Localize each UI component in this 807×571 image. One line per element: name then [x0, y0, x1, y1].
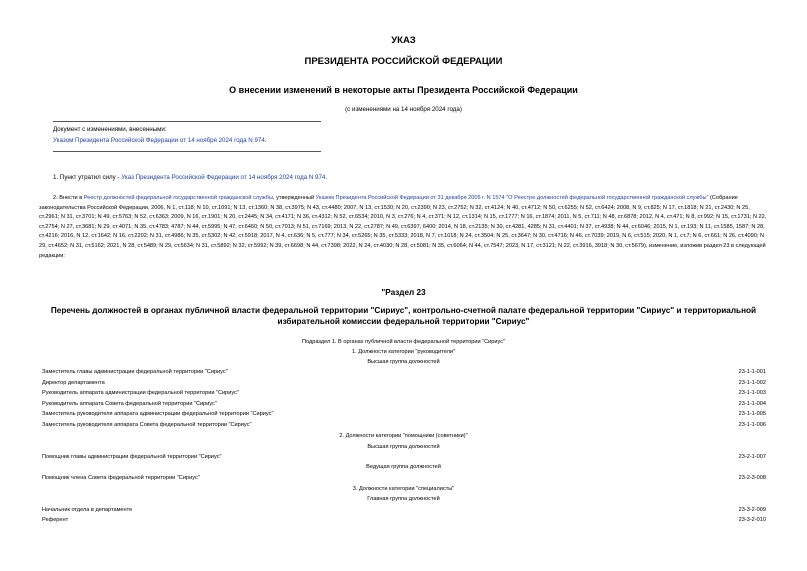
section-heading: "Раздел 23 [381, 288, 426, 297]
box-bottom-rule [53, 151, 321, 152]
position-name: Начальник отдела в департаменте [42, 507, 133, 513]
position-code: 23-1-1-005 [738, 411, 766, 417]
category-2-group-2: Ведущая группа должностей [366, 464, 441, 470]
president-label: ПРЕЗИДЕНТА РОССИЙСКОЙ ФЕДЕРАЦИИ [304, 56, 503, 67]
para1-prefix: 1. Пункт утратил силу - [53, 174, 122, 181]
decree-1574-link[interactable]: Указом Президента Российской Федерации от 31 декабря 2005 г. N 1574 "О Реестре должностей федеральной государственной гражданской службы" [315, 195, 709, 201]
para2-rest: (Собрание законодательства Российской Федерации, 2006, N 1, ст.118; N 10, ст.1091; N 13, ст.1360; N 38, ст.3975; N 43, ст.4480; 2007, N 13, ст.1530; N 20, ст.2390; N 23, ст.2752; N 32, ст.4124; N 40, ст.4712; N 50, ст.6255; N 52, ст.6424; 2008, N 9, ст.825; N 17, ст.1818; N 21, ст.2430; N 25, ст.2961; N 31, ст.3701; N 49, ст.5763; N 52, ст.6363; 2009, N 16, ст.1901; N 20, ст.2445; N 34, ст.4171; N 36, ст.4312; N 52, ст.6534; 2010, N 3, ст.276; N 4, ст.371; N 12, ст.1314; N 15, ст.1777; N 16, ст.1874; 2011, N 5, ст.711; N 48, ст.6878; 2012, N 4, ст.471; N 8, ст.992; N 15, ст.1731; N 22, ст.2754; N 27, ст.3681; N 29, ст.4071; N 35, ст.4783; 4787; N 44, ст.5995; N 47, ст.6460; N 50, ст.7013; N 51, ст.7169; 2013, N 22, ст.2787; N 49, ст.6397, 6400; 2014, N 18, ст.2135; N 30, ст.4281, 4285; N 31, ст.4401; N 37, ст.4938; N 44, ст.6046; 2015, N 1, ст.193; N 11, ст.1585, 1587; N 28, ст.4216; 2016, N 12, ст.1642; N 16, ст.2202; N 31, ст.4986; N 35, ст.5302; N 42, ст.5918; 2017, N 4, ст.636; N 5, ст.777; N 34, ст.5265; N 35, ст.5333; 2018, N 7, ст.1018; N 24, ст.3504; N 25, ст.3647; N 30, ст.4716; N 46, ст.7039; 2019, N 6, ст.515; 2020, N 1, ст.7; N 6, ст.661; N 26, ст.4090; N 29, ст.4652; N 31, ст.5162; 2021, N 28, ст.5489; N 29, ст.5634; N 31, ст.5892; N 32, ст.5992; N 39, ст.6698; N 44, ст.7398; 2022, N 24, ст.4030; N 28, ст.5081; N 35, ст.6064; N 44, ст.7547; 2023, N 17, ст.3121; N 22, ст.3916, 3918; N 30, ст.5679), изменение, изложив раздел 23 в следующей редакции: [39, 195, 767, 259]
position-name: Помощник члена Совета федеральной территории "Сириус" [42, 475, 200, 481]
category-2-title: 2. Должности категории "помощники (советники)" [339, 433, 468, 439]
position-code: 23-1-1-006 [738, 422, 766, 428]
position-name: Руководитель аппарата Совета федеральной территории "Сириус" [42, 401, 217, 407]
changes-label: Документ с изменениями, внесенными: [53, 126, 167, 133]
position-code: 23-1-1-002 [738, 380, 766, 386]
table-row [42, 422, 766, 432]
position-code: 23-2-1-007 [738, 454, 766, 460]
table-row [42, 517, 766, 527]
table-row [42, 369, 766, 379]
category-1-title: 1. Должности категории "руководители" [352, 349, 455, 355]
subsection-title: Подраздел 1. В органах публичной власти федеральной территории "Сириус" [301, 339, 506, 345]
position-code: 23-2-3-008 [738, 475, 766, 481]
position-code: 23-3-2-009 [738, 507, 766, 513]
paragraph-1 [53, 174, 327, 181]
changes-link-suffix: . [264, 137, 267, 144]
box-top-rule [53, 121, 321, 122]
changes-line [53, 137, 267, 144]
para1-suffix: . [325, 174, 328, 181]
position-name: Заместитель главы администрации федеральной территории "Сириус" [42, 369, 228, 375]
table-row [42, 475, 766, 485]
position-name: Директор департамента [42, 380, 105, 386]
table-row [42, 390, 766, 400]
position-name: Руководитель аппарата администрации федеральной территории "Сириус" [42, 390, 239, 396]
position-code: 23-3-2-010 [738, 517, 766, 523]
changes-link[interactable]: Указом Президента Российской Федерации от 14 ноября 2024 года N 974 [53, 137, 265, 144]
position-name: Заместитель руководителя аппарата Совета федеральной территории "Сириус" [42, 422, 252, 428]
table-row [42, 411, 766, 421]
position-code: 23-1-1-004 [738, 401, 766, 407]
category-3-title: 3. Должности категории "специалисты" [352, 486, 455, 492]
category-1-group: Высшая группа должностей [367, 359, 440, 365]
position-name: Референт [42, 517, 69, 523]
decree-label: УКАЗ [391, 35, 416, 46]
table-row [42, 401, 766, 411]
table-row [42, 380, 766, 390]
para2-prefix: 2. Внести в [53, 195, 84, 201]
position-name: Заместитель руководителя аппарата администрации федеральной территории "Сириус" [42, 411, 274, 417]
para2-mid: , утвержденный [273, 195, 316, 201]
position-name: Помощник главы администрации федеральной территории "Сириус" [42, 454, 222, 460]
registry-link[interactable]: Реестр должностей федеральной государственной гражданской службы [83, 195, 274, 201]
category-2-group-1: Высшая группа должностей [367, 444, 440, 450]
paragraph-2 [39, 194, 769, 261]
section-title: Перечень должностей в органах публичной власти федеральной территории "Сириус", контрольно-счетной палате федеральной территории "Сириус" и территориальной избирательной комиссии федеральной территории "Сириус" [50, 306, 757, 326]
position-code: 23-1-1-001 [738, 369, 766, 375]
category-3-group: Главная группа должностей [367, 496, 440, 502]
edition-note: (с изменениями на 14 ноября 2024 года) [345, 106, 462, 113]
document-title: О внесении изменений в некоторые акты Президента Российской Федерации [229, 85, 578, 95]
para1-link[interactable]: Указ Президента Российской Федерации от 14 ноября 2024 года N 974 [121, 174, 326, 181]
position-code: 23-1-1-003 [738, 390, 766, 396]
table-row [42, 507, 766, 517]
table-row [42, 454, 766, 464]
